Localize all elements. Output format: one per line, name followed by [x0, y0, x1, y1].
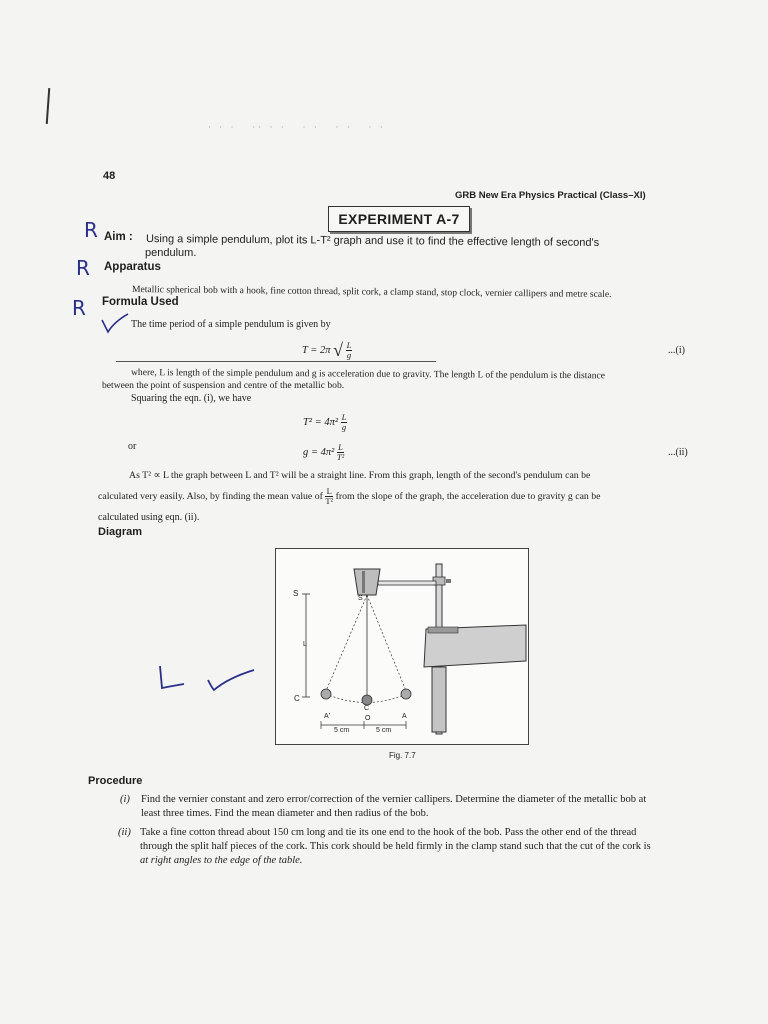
experiment-title: EXPERIMENT A-7	[328, 206, 470, 232]
procedure-item-2	[118, 826, 730, 868]
eq3-denominator: T²	[336, 452, 345, 462]
eq2-numerator: L	[341, 412, 347, 422]
label-S-top: S	[358, 595, 363, 602]
equation-1-number: ...(i)	[668, 345, 685, 356]
procedure-item-1-line1: Find the vernier constant and zero error/correction of the vernier callipers. Determine the diameter of the metallic bob at	[141, 794, 647, 805]
eq3-fraction	[337, 443, 344, 462]
as-line-2-b: from the slope of the graph, the acceleration due to gravity g can be	[335, 490, 601, 502]
procedure-item-2-line1: Take a fine cotton thread about 150 cm long and tie its one end to the hook of the bob. Pass the other end of the thread	[140, 827, 637, 838]
as-line-3: calculated using eqn. (ii).	[98, 512, 200, 523]
eq1-left: T = 2π	[302, 344, 331, 356]
as-line-2-a: calculated very easily. Also, by finding the mean value of	[98, 490, 323, 502]
as-line-1: As T² ∝ L the graph between L and T² will be a straight line. From this graph, length of the second's pendulum can be	[129, 470, 591, 481]
running-header: GRB New Era Physics Practical (Class–XI)	[455, 190, 646, 201]
aim-label: Aim :	[104, 231, 133, 243]
aim-text-line2: pendulum.	[145, 247, 197, 259]
label-O: O	[365, 715, 371, 722]
handwritten-mark-apparatus: R	[76, 256, 90, 280]
aim-text	[146, 233, 599, 249]
apparatus-label: Apparatus	[104, 261, 161, 273]
as-line-2-denominator: T²	[325, 496, 334, 506]
equation-1: T = 2π √ $\frac{L}{g}$	[302, 340, 352, 360]
figure-caption: Fig. 7.7	[389, 751, 416, 760]
aim-text-line1: Using a simple pendulum, plot its L-T² graph and use it to find the effective length of second's	[145, 233, 600, 249]
page-number: 48	[103, 170, 116, 182]
or-text: or	[128, 441, 137, 452]
eq2-left: T² = 4π²	[303, 416, 338, 428]
handwritten-check-formula	[100, 312, 130, 334]
formula-intro: The time period of a simple pendulum is given by	[131, 319, 331, 330]
label-A: A	[402, 713, 407, 720]
formula-used-label: Formula Used	[102, 296, 179, 308]
equation-2	[303, 413, 347, 432]
squaring-text: Squaring the eqn. (i), we have	[131, 393, 252, 404]
handwritten-mark-aim: R	[84, 218, 98, 242]
eq3-numerator: L	[338, 442, 343, 452]
procedure-item-2-line3: at right angles to the edge of the table.	[140, 855, 303, 866]
as-line-2-fraction	[325, 487, 333, 506]
eq3-left: g = 4π²	[303, 446, 335, 458]
label-C-left: C	[294, 694, 300, 703]
as-line-2	[98, 487, 601, 506]
eq1-denominator: g	[346, 350, 352, 360]
equation-3	[303, 443, 344, 462]
label-S-left: S	[293, 589, 299, 598]
label-A-prime: A'	[324, 713, 331, 720]
label-5cm-left: 5 cm	[334, 727, 350, 734]
procedure-item-1	[120, 793, 730, 821]
eq2-denominator: g	[341, 422, 347, 432]
handwritten-mark-formula: R	[72, 296, 86, 320]
procedure-item-2-line2: through the split half pieces of the cork. This cork should be held firmly in the clamp stand such that the cut of the cork is	[140, 841, 651, 852]
handwritten-diagram-marks	[150, 662, 260, 702]
where-line-2: between the point of suspension and centre of the metallic bob.	[102, 380, 345, 391]
procedure-item-2-num: (ii)	[118, 827, 131, 838]
as-line-2-numerator: L	[326, 486, 332, 496]
procedure-label: Procedure	[88, 775, 143, 787]
handwritten-underline	[116, 361, 436, 362]
eq1-numerator: L	[346, 340, 352, 350]
binder-mark	[46, 88, 51, 124]
diagram-label: Diagram	[98, 526, 143, 538]
equation-3-number: ...(ii)	[668, 447, 688, 458]
procedure-item-1-line2: least three times. Find the mean diameter and then radius of the bob.	[141, 808, 429, 819]
apparatus-text: Metallic spherical bob with a hook, fine cotton thread, split cork, a clamp stand, stop clock, vernier callipers and metre scale.	[131, 284, 612, 301]
where-line-1: where, L is length of the simple pendulum and g is acceleration due to gravity. The length L of the pendulum is the distance	[130, 367, 606, 382]
label-C-mid: C	[364, 705, 370, 712]
pendulum-diagram	[275, 548, 529, 745]
eq1-fraction	[346, 341, 353, 360]
label-5cm-right: 5 cm	[376, 727, 392, 734]
procedure-item-1-num: (i)	[120, 794, 130, 805]
eq2-fraction	[341, 413, 348, 432]
bleed-through-marks: · · · ·· · · · · · · · ·	[208, 122, 386, 132]
label-L: L	[303, 641, 307, 648]
